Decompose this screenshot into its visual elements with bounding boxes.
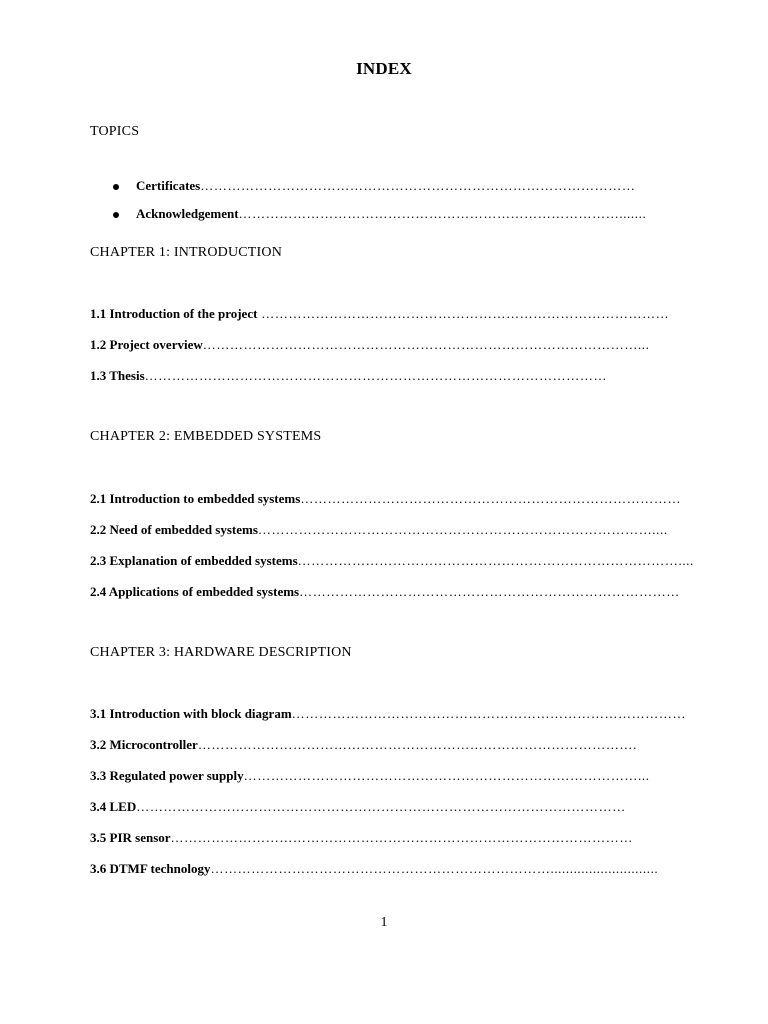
- toc-entry-label: 3.5 PIR sensor: [90, 830, 171, 845]
- toc-entry: [90, 553, 710, 569]
- toc-entry-label: 2.4 Applications of embedded systems: [90, 584, 300, 599]
- toc-entry: [90, 706, 710, 722]
- toc-entry-label: 2.1 Introduction to embedded systems: [90, 491, 301, 506]
- dot-leader: ……………………………………………………………………………....: [257, 522, 668, 537]
- dot-leader: ……………………………………………………………………………………...: [202, 337, 650, 352]
- toc-entry-label: 2.3 Explanation of embedded systems: [90, 553, 298, 568]
- toc-entry-label: 3.2 Microcontroller: [90, 737, 198, 752]
- toc-entry-label: 3.1 Introduction with block diagram: [90, 706, 292, 721]
- dot-leader: …………………………………………………………………………: [299, 584, 680, 599]
- toc-entry-label: 1.1 Introduction of the project: [90, 306, 258, 321]
- dot-leader: …………………………………………………………………………………….: [197, 737, 637, 752]
- toc-entry: [90, 737, 710, 753]
- dot-leader: …………………………………………………………………………....: [297, 553, 694, 568]
- dot-leader: …………………………………………………………………………………………: [170, 830, 633, 845]
- toc-entry: [90, 337, 710, 353]
- toc-entry: [90, 799, 710, 815]
- toc-entry: [90, 768, 710, 784]
- dot-leader: …………………………………………………………………............................: [210, 861, 659, 876]
- toc-entry: [90, 368, 710, 384]
- topic-label: Certificates: [136, 178, 201, 193]
- toc-entry-label: 2.2 Need of embedded systems: [90, 522, 258, 537]
- topic-item-certificates: [136, 178, 710, 194]
- toc-entry: [90, 830, 710, 846]
- dot-leader: ………………………………………………………………………….......: [238, 206, 647, 221]
- toc-entry-label: 1.3 Thesis: [90, 368, 145, 383]
- dot-leader: ……………………………………………………………………………………: [200, 178, 636, 193]
- dot-leader: …………………………………………………………………………: [300, 491, 682, 506]
- topic-item-acknowledgement: [136, 206, 710, 222]
- chapter-1-heading: CHAPTER 1: INTRODUCTION: [90, 245, 283, 260]
- dot-leader: …………………………………………………………………………………………: [144, 368, 608, 383]
- toc-entry: [90, 522, 710, 538]
- topic-label: Acknowledgement: [136, 206, 239, 221]
- dot-leader: ………………………………………………………………………………: [257, 306, 670, 321]
- chapter-3-heading: CHAPTER 3: HARDWARE DESCRIPTION: [90, 645, 352, 660]
- dot-leader: ……………………………………………………………………………...: [243, 768, 650, 783]
- topics-heading: TOPICS: [90, 124, 140, 139]
- bullet-icon: [113, 212, 119, 218]
- toc-entry-label: 1.2 Project overview: [90, 337, 203, 352]
- page-number: 1: [380, 915, 388, 930]
- dot-leader: ………………………………………………………………………………………………: [136, 799, 626, 814]
- page-title: INDEX: [356, 59, 412, 78]
- dot-leader: ……………………………………………………………………………: [291, 706, 687, 721]
- toc-entry: [90, 584, 710, 600]
- toc-entry-label: 3.4 LED: [90, 799, 137, 814]
- bullet-icon: [113, 184, 119, 190]
- toc-entry-label: 3.6 DTMF technology: [90, 861, 211, 876]
- chapter-2-heading: CHAPTER 2: EMBEDDED SYSTEMS: [90, 429, 322, 444]
- toc-entry: [90, 306, 710, 322]
- toc-entry: [90, 491, 710, 507]
- toc-entry: [90, 861, 710, 877]
- toc-entry-label: 3.3 Regulated power supply: [90, 768, 244, 783]
